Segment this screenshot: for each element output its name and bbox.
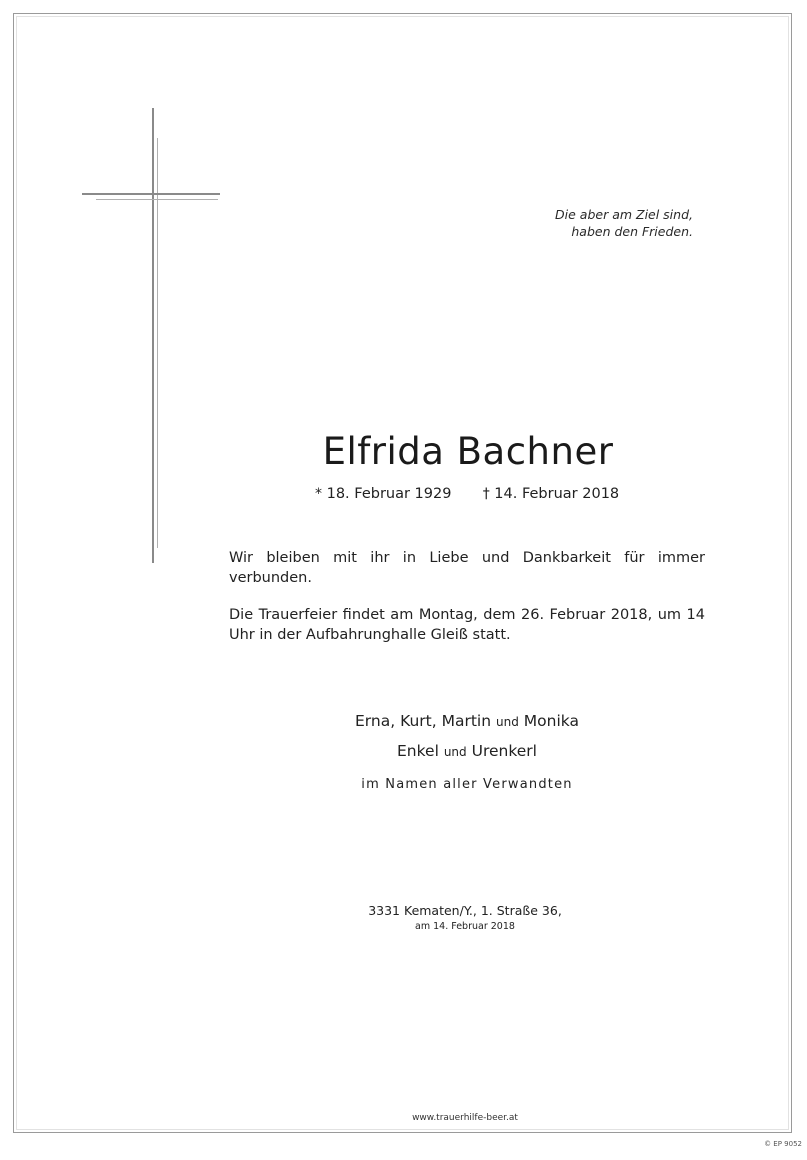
conjunction: und [496, 715, 519, 729]
birth-symbol: * [315, 486, 322, 502]
remembrance-paragraph: Wir bleiben mit ihr in Liebe und Dankbarkeit für immer verbunden. [229, 550, 705, 586]
motto [520, 206, 693, 240]
footer-website: www.trauerhilfe-beer.at [412, 1113, 518, 1123]
death-date: 14. Februar 2018 [494, 486, 620, 502]
address-date: am 14. Februar 2018 [415, 921, 515, 932]
life-dates [315, 486, 625, 502]
deceased-name: Elfrida Bachner [322, 430, 614, 473]
mourners-names [229, 712, 705, 730]
relatives-line: im Namen aller Verwandten [361, 777, 573, 792]
great-grandchildren: Urenkerl [471, 742, 537, 760]
death-symbol: † [482, 486, 490, 502]
conjunction: und [443, 745, 467, 759]
footer-code: © EP 9052 [764, 1140, 802, 1148]
address-line: 3331 Kematen/Y., 1. Straße 36, [368, 903, 562, 918]
funeral-info-paragraph: Die Trauerfeier findet am Montag, dem 26. Februar 2018, um 14 Uhr in der Aufbahrunghalle Gleiß statt. [229, 607, 705, 643]
grandchildren: Enkel [397, 742, 439, 760]
birth-date: 18. Februar 1929 [326, 486, 452, 502]
mourners-names-a: Erna, Kurt, Martin [355, 712, 492, 730]
motto-line: Die aber am Ziel sind, [555, 207, 693, 222]
motto-line: haben den Frieden. [571, 224, 693, 239]
mourners-names-b: Monika [523, 712, 579, 730]
mourners-descendants [229, 742, 705, 760]
